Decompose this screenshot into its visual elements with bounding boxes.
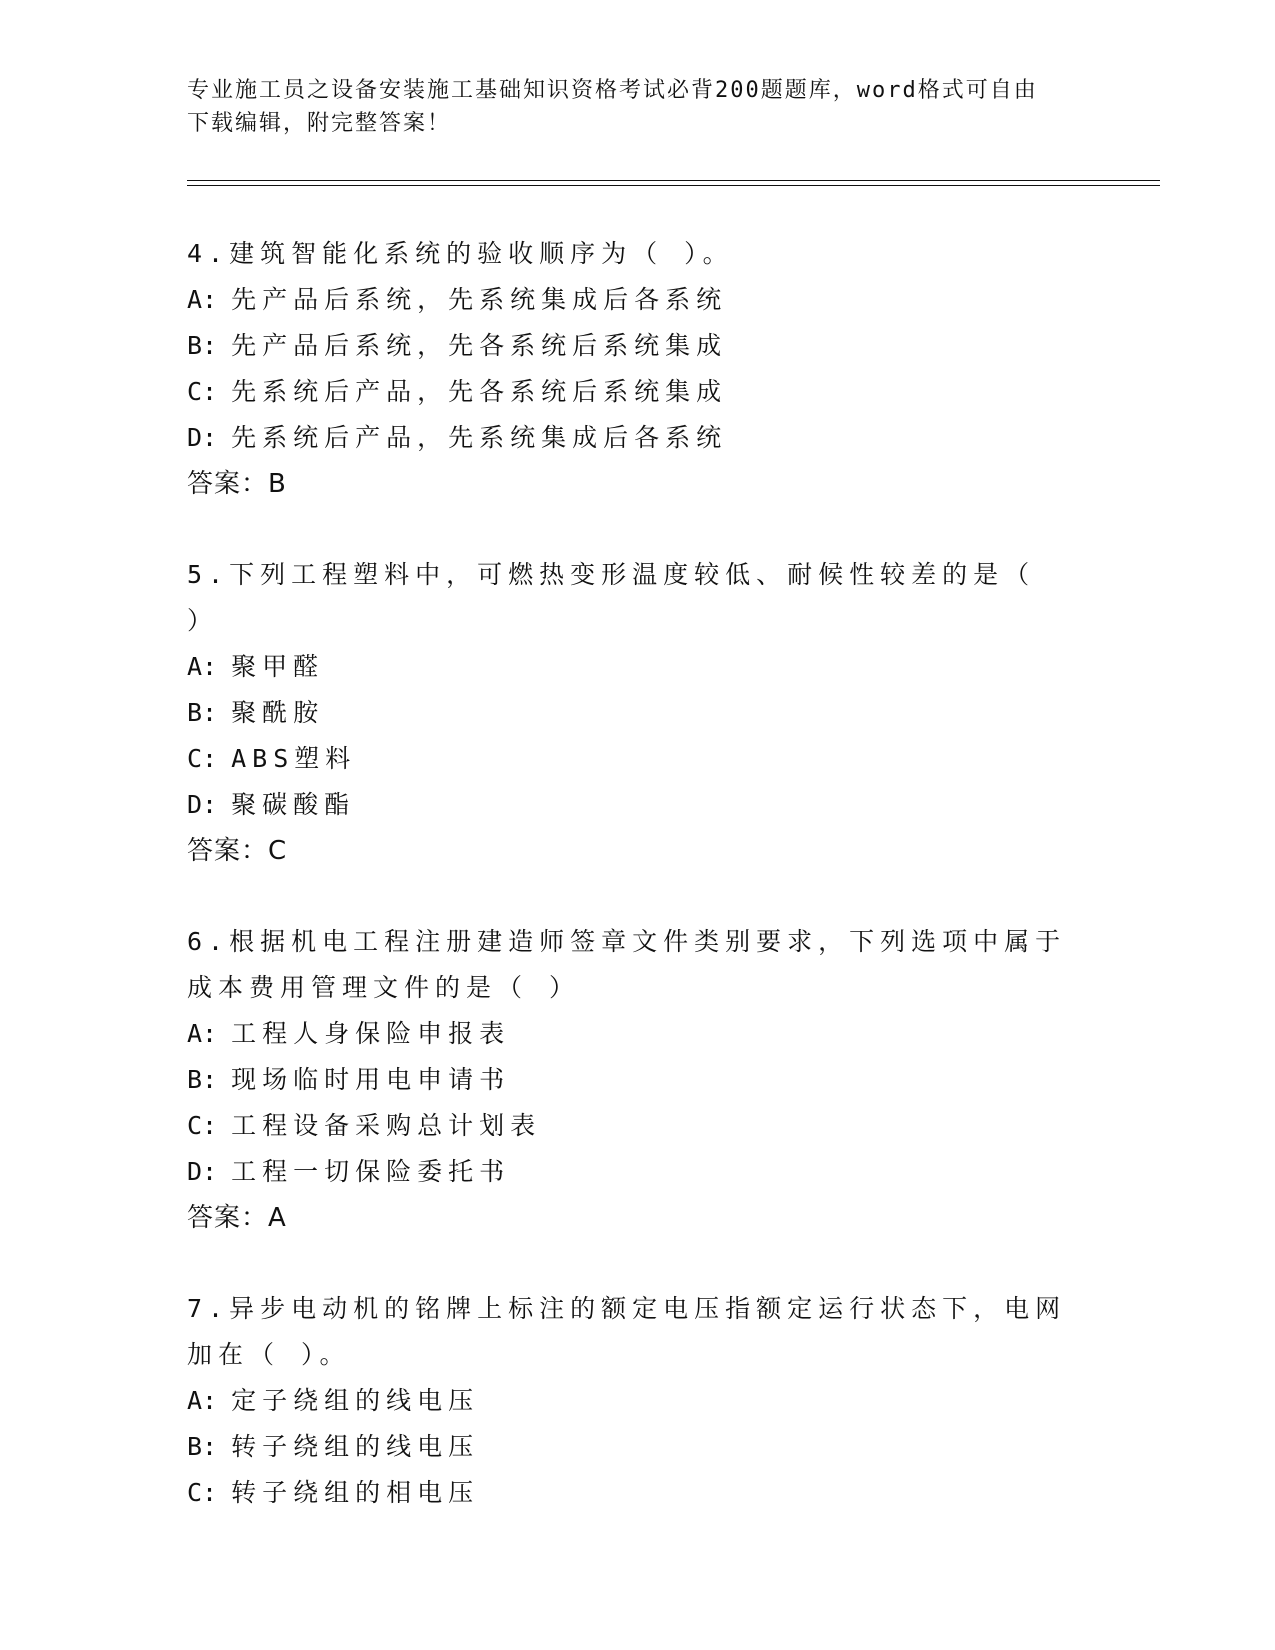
option-text: 工程一切保险委托书 bbox=[231, 1157, 511, 1186]
question-list bbox=[187, 231, 1087, 1561]
option-letter: C: bbox=[187, 1111, 218, 1140]
option-text: 转子绕组的线电压 bbox=[231, 1432, 480, 1461]
option-d bbox=[187, 415, 1087, 461]
option-a bbox=[187, 1011, 1087, 1057]
option-b bbox=[187, 690, 1087, 736]
header-divider-bottom bbox=[187, 185, 1160, 186]
option-letter: D: bbox=[187, 790, 218, 819]
option-letter: C: bbox=[187, 377, 218, 406]
option-b bbox=[187, 323, 1087, 369]
option-letter: B: bbox=[187, 1432, 218, 1461]
option-b bbox=[187, 1057, 1087, 1103]
option-text: 现场临时用电申请书 bbox=[231, 1065, 511, 1094]
option-c bbox=[187, 1103, 1087, 1149]
option-letter: A: bbox=[187, 1386, 218, 1415]
option-letter: D: bbox=[187, 423, 218, 452]
option-letter: B: bbox=[187, 1065, 218, 1094]
answer-line: 答案：A bbox=[187, 1203, 287, 1233]
option-letter: D: bbox=[187, 1157, 218, 1186]
option-a bbox=[187, 1378, 1087, 1424]
option-text: 转子绕组的相电压 bbox=[231, 1478, 480, 1507]
question-text: 5.下列工程塑料中，可燃热变形温度较低、耐候性较差的是（ ） bbox=[187, 560, 1036, 635]
question-text: 6.根据机电工程注册建造师签章文件类别要求，下列选项中属于成本费用管理文件的是（ ） bbox=[187, 927, 1067, 1002]
option-text: 聚酰胺 bbox=[231, 698, 325, 727]
option-text: 聚碳酸酯 bbox=[231, 790, 356, 819]
header-line-1: 专业施工员之设备安装施工基础知识资格考试必背200题题库，word格式可自由 bbox=[187, 78, 1038, 103]
option-text: 聚甲醛 bbox=[231, 652, 325, 681]
option-d bbox=[187, 782, 1087, 828]
option-b bbox=[187, 1424, 1087, 1470]
question-5 bbox=[187, 552, 1087, 874]
question-text: 4.建筑智能化系统的验收顺序为（ ）。 bbox=[187, 239, 734, 268]
option-text: 工程人身保险申报表 bbox=[231, 1019, 511, 1048]
question-text: 7.异步电动机的铭牌上标注的额定电压指额定运行状态下，电网加在（ ）。 bbox=[187, 1294, 1067, 1369]
option-letter: B: bbox=[187, 698, 218, 727]
document-header bbox=[187, 74, 1067, 140]
option-letter: A: bbox=[187, 1019, 218, 1048]
question-6 bbox=[187, 919, 1087, 1241]
option-text: 先系统后产品，先系统集成后各系统 bbox=[231, 423, 728, 452]
option-a bbox=[187, 277, 1087, 323]
answer-line: 答案：C bbox=[187, 836, 288, 866]
question-4 bbox=[187, 231, 1087, 507]
option-letter: C: bbox=[187, 744, 218, 773]
answer-line: 答案：B bbox=[187, 469, 287, 499]
option-c bbox=[187, 1470, 1087, 1516]
option-text: 先系统后产品，先各系统后系统集成 bbox=[231, 377, 728, 406]
header-divider-top bbox=[187, 180, 1160, 181]
option-text: 先产品后系统，先各系统后系统集成 bbox=[231, 331, 728, 360]
option-text: 工程设备采购总计划表 bbox=[231, 1111, 542, 1140]
option-text: 定子绕组的线电压 bbox=[231, 1386, 480, 1415]
option-text: ABS塑料 bbox=[231, 744, 357, 773]
option-a bbox=[187, 644, 1087, 690]
option-letter: C: bbox=[187, 1478, 218, 1507]
option-letter: A: bbox=[187, 652, 218, 681]
option-text: 先产品后系统，先系统集成后各系统 bbox=[231, 285, 728, 314]
option-letter: A: bbox=[187, 285, 218, 314]
option-c bbox=[187, 369, 1087, 415]
option-letter: B: bbox=[187, 331, 218, 360]
option-d bbox=[187, 1149, 1087, 1195]
question-7 bbox=[187, 1286, 1087, 1516]
option-c bbox=[187, 736, 1087, 782]
header-line-2: 下载编辑，附完整答案！ bbox=[187, 111, 452, 136]
